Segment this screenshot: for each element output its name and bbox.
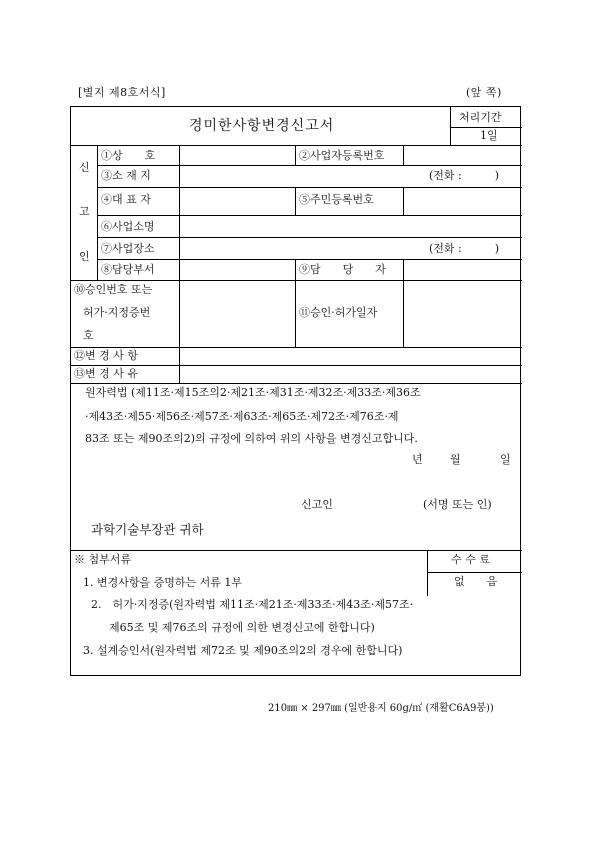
- applicant-side-char-2: 고: [79, 205, 90, 218]
- attachments-heading: ※ 첨부서류: [74, 553, 132, 566]
- approval-number-label-line3: 호: [83, 329, 94, 342]
- processing-period-label: 처리기간: [459, 111, 502, 124]
- approval-number-label-line2: 허가·지정증번: [83, 306, 151, 319]
- resident-number-label: ⑤주민등록번호: [299, 193, 374, 206]
- site-phone: (전화 : ): [429, 242, 500, 255]
- date-day: 일: [500, 453, 511, 466]
- change-items-label: ⑫변 경 사 항: [74, 349, 138, 362]
- change-report-form: [70, 106, 521, 676]
- representative-label: ④대 표 자: [101, 193, 151, 206]
- applicant-side-char-3: 인: [79, 250, 90, 263]
- page-side-label: (앞 쪽): [466, 86, 502, 99]
- fee-value: 없 음: [454, 575, 498, 588]
- reporter-label: 신고인: [301, 498, 333, 511]
- date-year: 년: [412, 453, 423, 466]
- trade-name-label: ①상 호: [101, 149, 156, 162]
- approval-number-label-line1: ⑩승인번호 또는: [74, 283, 153, 296]
- attachment-item-1: 1. 변경사항을 증명하는 서류 1부: [83, 576, 242, 589]
- signature-label: (서명 또는 인): [423, 498, 492, 511]
- address-label: ③소 재 지: [101, 169, 151, 182]
- attachment-item-2-line2: 제65조 및 제76조의 규정에 의한 변경신고에 한합니다): [109, 621, 375, 634]
- date-month: 월: [450, 453, 461, 466]
- declaration-line-2: ·제43조·제55·제56조·제57조·제63조·제65조·제72조·제76조·제: [85, 410, 399, 423]
- site-name-label: ⑥사업소명: [101, 220, 155, 233]
- fee-label: 수 수 료: [451, 553, 490, 566]
- site-location-label: ⑦사업장소: [101, 242, 155, 255]
- attachment-item-3: 3. 설계승인서(원자력법 제72조 및 제90조의2의 경우에 한합니다): [83, 644, 403, 657]
- address-phone: (전화 : ): [429, 169, 500, 182]
- business-registration-label: ②사업자등록번호: [299, 149, 385, 162]
- declaration-line-1: 원자력법 (제11조·제15조의2·제21조·제31조·제32조·제33조·제36조: [85, 386, 421, 399]
- applicant-side-char-1: 신: [79, 161, 90, 174]
- change-reason-label: ⑬변 경 사 유: [74, 367, 138, 380]
- approval-date-label: ⑪승인·허가일자: [299, 306, 378, 319]
- department-label: ⑧담당부서: [101, 263, 155, 276]
- declaration-line-3: 83조 또는 제90조의2)의 규정에 의하여 위의 사항을 변경신고합니다.: [85, 432, 418, 445]
- attachment-item-2-line1: 2. 허가·지정증(원자력법 제11조·제21조·제33조·제43조·제57조·: [91, 598, 414, 611]
- form-title: 경미한사항변경신고서: [189, 118, 335, 134]
- paper-spec-footer: 210㎜ × 297㎜ (일반용지 60g/㎡ (재활C6A9봉)): [268, 703, 494, 714]
- addressee: 과학기술부장관 귀하: [91, 522, 204, 537]
- person-in-charge-label: ⑨담 당 자: [299, 263, 386, 276]
- form-number: [별지 제8호서식]: [78, 86, 166, 99]
- processing-period-value: 1일: [480, 129, 498, 142]
